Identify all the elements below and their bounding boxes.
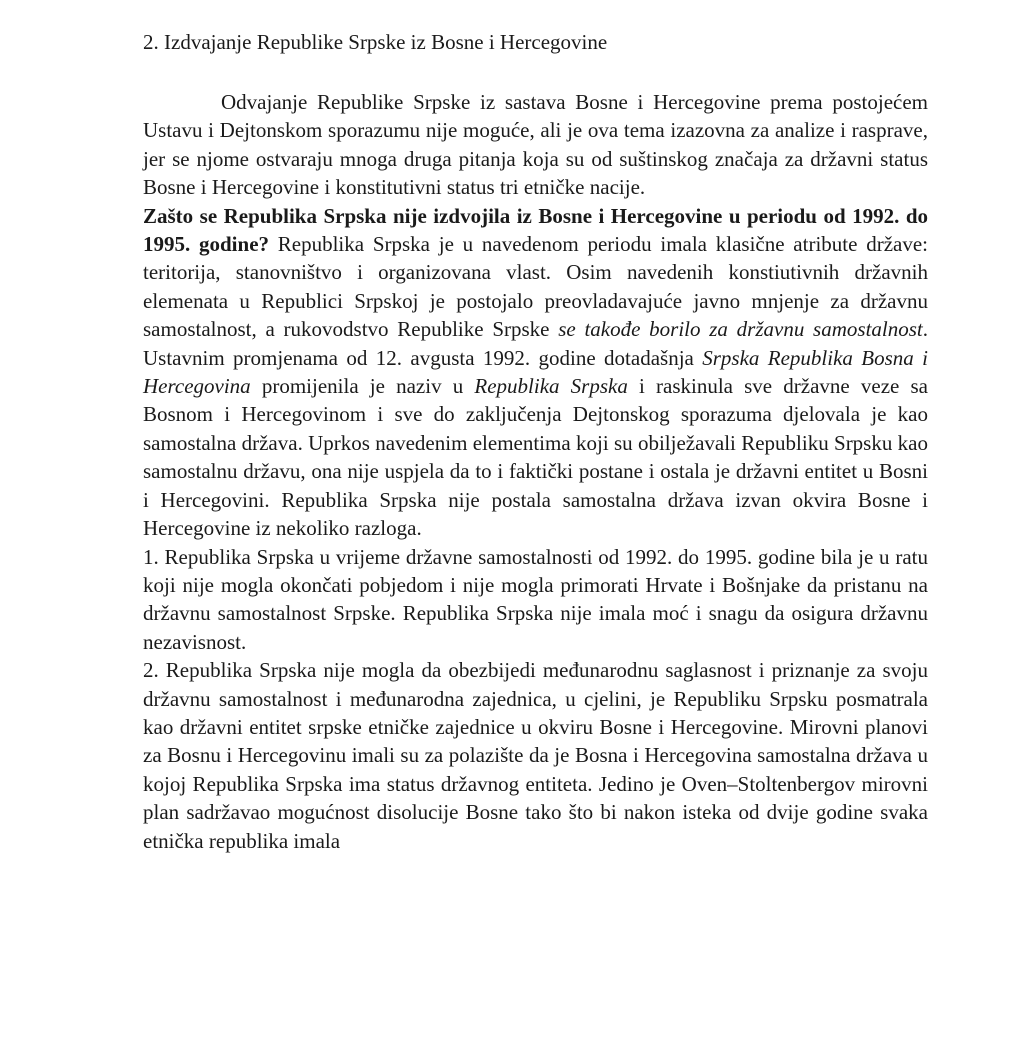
question-text-1: Republika Srpska je u navedenom periodu imala klasične atribute države: teritorija, stanovništvo i organizovana vlast. Osim navedenih konstiutivnih državnih elemenata u Republici Srpskoj je postojalo preovladavajuće javno mnjenje za državnu samostalnost, a rukovodstvo Republike Srpske (143, 232, 928, 342)
question-text-2: . Ustavnim promjenama od 12. avgusta 1992. godine dotadašnja (143, 317, 928, 370)
question-text-3: promijenila je naziv u (250, 374, 475, 399)
reason-item: 1. Republika Srpska u vrijeme državne samostalnosti od 1992. do 1995. godine bila je u ratu koji nije mogla okončati pobjedom i nije mogla primorati Hrvate i Bošnjake da pristanu na državnu samostalnost Srpske. Republika Srpska nije imala moć i snagu da osigura državnu nezavisnost. (143, 544, 928, 654)
question-italic-3: Republika Srpska (474, 374, 628, 399)
question-paragraph (143, 202, 928, 543)
question-italic-2: Srpska Republika Bosna i Hercegovina (143, 345, 928, 399)
intro-paragraph: Odvajanje Republike Srpske iz sastava Bosne i Hercegovine prema postojećem Ustavu i Dejtonskom sporazumu nije moguće, ali je ova tema izazovna za analize i rasprave, jer se njome ostvaraju mnoga druga pitanja koja su od suštinskog značaja za državni status Bosne i Hercegovine i konstitutivni status tri etničke nacije. (143, 90, 928, 200)
question-heading: Zašto se Republika Srpska nije izdvojila iz Bosne i Hercegovine u periodu od 1992. do 1995. godine? (143, 203, 928, 257)
reason-item: 2. Republika Srpska nije mogla da obezbijedi međunarodnu saglasnost i priznanje za svoju državnu samostalnost i međunarodna zajednica, u cjelini, je Republiku Srpsku posmatrala kao državni entitet srpske etničke zajednice u okviru Bosne i Hercegovine. Mirovni planovi za Bosnu i Hercegovinu imali su za polazište da je Bosna i Hercegovina samostalna država u kojoj Republika Srpska ima status državnog entiteta. Jedino je Oven–Stoltenbergov mirovni plan sadržavao mogućnost disolucije Bosne tako što bi nakon isteka od dvije godine svaka etnička republika imala (143, 658, 928, 853)
question-italic-1: se takođe borilo za državnu samostalnost (558, 317, 923, 342)
section-heading: 2. Izdvajanje Republike Srpske iz Bosne i Hercegovine (143, 30, 608, 54)
question-text-4: i raskinula sve državne veze sa Bosnom i Hercegovinom i sve do zaključenja Dejtonskog sporazuma djelovala je kao samostalna država. Uprkos navedenim elementima koji su obilježavali Republiku Srpsku kao samostalnu državu, ona nije uspjela da to i faktički postane i ostala je državni entitet u Bosni i Hercegovini. Republika Srpska nije postala samostalna država izvan okvira Bosne i Hercegovine iz nekoliko razloga. (143, 374, 928, 541)
document-body (143, 88, 928, 855)
